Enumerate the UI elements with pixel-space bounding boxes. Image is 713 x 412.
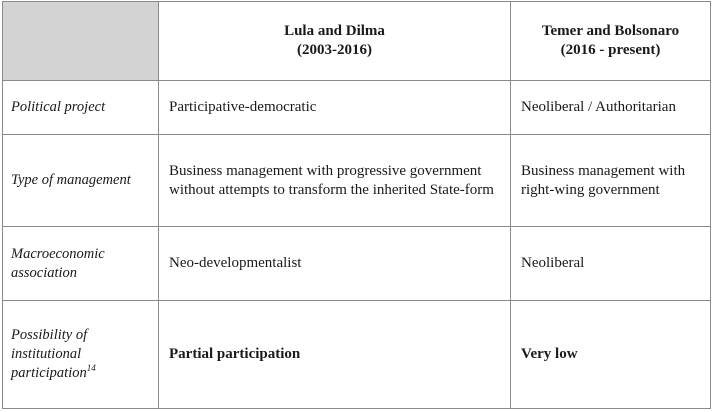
table-cell: Neoliberal / Authoritarian	[511, 81, 711, 134]
table-cell: Business management with right-wing government	[511, 134, 711, 227]
table-cell: Neo-developmentalist	[159, 227, 511, 301]
row-label: Type of management	[3, 134, 159, 227]
header-row	[3, 2, 711, 81]
column-header-title: Lula and Dilma	[284, 23, 385, 40]
table-row	[3, 81, 711, 134]
table-cell: Partial participation	[159, 301, 511, 409]
column-header-temer-bolsonaro	[511, 2, 711, 81]
row-label: Macroeconomic association	[3, 227, 159, 301]
table-row	[3, 227, 711, 301]
table-cell: Participative-democratic	[159, 81, 511, 134]
comparison-table-container	[2, 1, 710, 409]
table-cell: Business management with progressive government without attempts to transform the inherited State-form	[159, 134, 511, 227]
table-row	[3, 301, 711, 409]
comparison-table	[2, 1, 711, 409]
row-label: Political project	[3, 81, 159, 134]
column-header-period: (2016 - present)	[560, 42, 661, 59]
column-header-lula-dilma	[159, 2, 511, 81]
row-label-with-footnote	[3, 301, 159, 409]
column-header-period: (2003-2016)	[297, 42, 372, 59]
corner-cell	[3, 2, 159, 81]
table-cell: Neoliberal	[511, 227, 711, 301]
row-label: Possibility of institutional participation	[11, 327, 88, 382]
table-row	[3, 134, 711, 227]
footnote-marker: 14	[86, 363, 96, 374]
column-header-title: Temer and Bolsonaro	[541, 23, 680, 40]
table-cell: Very low	[511, 301, 711, 409]
